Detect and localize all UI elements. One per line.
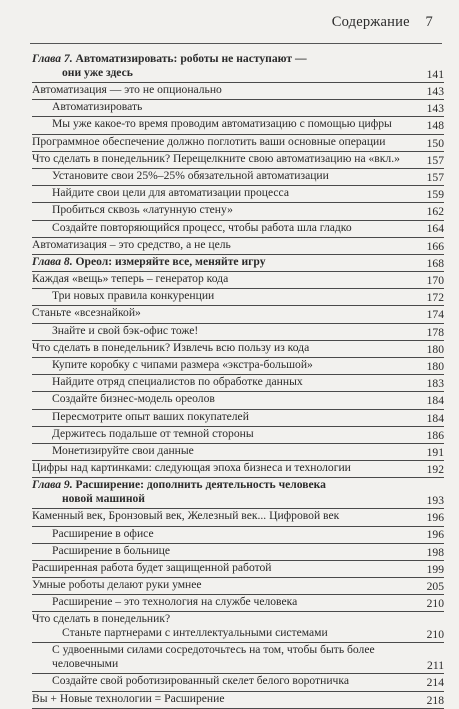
toc-entry-title: Что сделать в понедельник? Извлечь всю пользу из кода: [32, 340, 310, 354]
toc-section-entry: [32, 578, 444, 595]
toc-page-number: 186: [426, 428, 444, 442]
toc-entry-title: Каждая «вещь» теперь – генератор кода: [32, 272, 229, 286]
toc-subsection-entry: [32, 221, 444, 238]
toc-page-number: 199: [426, 562, 444, 576]
toc-page-number: 184: [426, 394, 444, 408]
toc-subsection-entry: [32, 643, 444, 674]
toc-entry-title: Цифры над картинками: следующая эпоха бизнеса и технологии: [32, 461, 351, 475]
toc-entry-title: Расширение в больнице: [52, 543, 171, 557]
toc-subsection-entry: [32, 203, 444, 220]
toc-entry-title: Пробиться сквозь «латунную стену»: [52, 203, 233, 217]
toc-section-entry: [32, 692, 444, 709]
running-head-page-number: 7: [425, 14, 433, 30]
toc-page-number: 168: [426, 256, 444, 270]
toc-entry-title: Установите свои 25%–25% обязательной автоматизации: [52, 168, 329, 182]
toc-subsection-entry: [32, 427, 444, 444]
toc-page-number: 193: [426, 494, 444, 508]
toc-entry-title: Купите коробку с чипами размера «экстра-большой»: [52, 358, 313, 371]
toc-entry-title: Вы + Новые технологии = Расширение: [32, 691, 225, 705]
toc-subsection-entry: [32, 375, 444, 392]
toc-entry-title: Пересмотрите опыт ваших покупателей: [52, 409, 249, 423]
toc-page-number: 159: [426, 188, 444, 202]
toc-entry-title-continuation: они уже здесь: [62, 65, 133, 79]
toc-entry-title: Умные роботы делают руки умнее: [32, 578, 202, 592]
toc-entry-title: Три новых правила конкуренции: [52, 289, 215, 303]
toc-page-number: 196: [426, 528, 444, 542]
toc-entry-title: Станьте «всезнайкой»: [32, 306, 141, 320]
toc-section-entry: [32, 272, 444, 289]
toc-chapter-entry: [32, 52, 444, 83]
toc-page-number: 191: [426, 445, 444, 459]
toc-entry-title: Автоматизация – это средство, а не цель: [32, 237, 231, 251]
toc-entry-title: Расширение: дополнить деятельность человека: [75, 478, 326, 492]
toc-entry-title: Создайте свой роботизированный скелет белого воротничка: [52, 674, 349, 688]
toc-entry-title: Держитесь подальше от темной стороны: [52, 426, 254, 440]
toc-subsection-entry: [32, 527, 444, 544]
toc-chapter-entry: [32, 478, 444, 509]
toc-entry-title: Монетизируйте свои данные: [52, 443, 194, 457]
toc-section-entry: [32, 341, 444, 358]
toc-page-number: 143: [426, 102, 444, 116]
toc-page-number: 205: [426, 580, 444, 594]
toc-page-number: 157: [426, 170, 444, 184]
toc-chapter-number: Глава 7.: [32, 52, 73, 65]
toc-page-number: 170: [426, 274, 444, 288]
toc-page-number: 192: [426, 463, 444, 477]
toc-chapter-number: Глава 9.: [32, 478, 73, 492]
toc-subsection-entry: [32, 186, 444, 203]
toc-section-entry: [32, 238, 444, 255]
toc-subsection-entry: [32, 117, 444, 134]
toc-section-entry: [32, 135, 444, 152]
toc-entry-title: Расширение в офисе: [52, 526, 154, 540]
toc-page-number: 148: [426, 119, 444, 133]
toc-page-number: 157: [426, 153, 444, 167]
running-head: [332, 14, 433, 31]
toc-entry-title: Автоматизировать: [52, 100, 143, 114]
toc-subsection-entry: [32, 392, 444, 409]
toc-subsection-entry: [32, 595, 444, 612]
toc-section-entry: [32, 509, 444, 526]
toc-subsection-entry: [32, 169, 444, 186]
toc-page-number: 211: [427, 659, 444, 673]
header-rule: [30, 43, 442, 44]
toc-subsection-entry: [32, 324, 444, 341]
toc-entry-title: Программное обеспечение должно поглотить ваши основные операции: [32, 134, 386, 148]
toc-page-number: 210: [426, 597, 444, 611]
toc-page-number: 183: [426, 377, 444, 391]
toc-page-number: 143: [426, 84, 444, 98]
running-head-title: Содержание: [331, 14, 410, 30]
toc-entry-title: Что сделать в понедельник? Перещелкните свою автоматизацию на «вкл.»: [32, 151, 400, 165]
table-of-contents: [32, 52, 444, 709]
toc-entry-title: Создайте бизнес-модель ореолов: [52, 392, 215, 406]
toc-entry-title: Что сделать в понедельник?: [32, 612, 171, 626]
toc-page-number: 214: [426, 676, 444, 690]
toc-page-number: 162: [426, 205, 444, 219]
toc-entry-title: С удвоенными силами сосредоточьтесь на том, чтобы быть более: [52, 643, 375, 657]
toc-page-number: 218: [426, 693, 444, 707]
toc-page-number: 174: [426, 308, 444, 322]
toc-page-number: 164: [426, 222, 444, 236]
toc-section-entry: [32, 306, 444, 323]
toc-subsection-entry: [32, 410, 444, 427]
toc-entry-title-continuation: Станьте партнерами с интеллектуальными системами: [62, 626, 328, 640]
toc-page-number: 172: [426, 291, 444, 305]
toc-entry-title: Ореол: измеряйте все, меняйте игру: [75, 254, 266, 268]
toc-page-number: 210: [426, 628, 444, 642]
toc-chapter-entry: [32, 255, 444, 272]
toc-section-entry: [32, 83, 444, 100]
toc-section-entry: [32, 612, 444, 643]
toc-chapter-number: Глава 8.: [32, 254, 73, 268]
toc-section-entry: [32, 152, 444, 169]
toc-entry-title: Расширение – это технология на службе человека: [52, 595, 298, 609]
toc-page-number: 180: [426, 359, 444, 373]
toc-section-entry: [32, 561, 444, 578]
toc-page-number: 166: [426, 239, 444, 253]
toc-entry-title-continuation: новой машиной: [62, 492, 145, 506]
toc-entry-title: Найдите свои цели для автоматизации процесса: [52, 186, 289, 200]
toc-page-number: 198: [426, 545, 444, 559]
toc-page-number: 196: [426, 511, 444, 525]
toc-subsection-entry: [32, 289, 444, 306]
toc-subsection-entry: [32, 358, 444, 375]
toc-page-number: 150: [426, 136, 444, 150]
toc-entry-title: Найдите отряд специалистов по обработке данных: [52, 375, 303, 389]
toc-entry-title: Знайте и свой бэк-офис тоже!: [52, 323, 199, 337]
toc-page-number: 141: [426, 67, 444, 81]
toc-entry-title: Мы уже какое-то время проводим автоматизацию с помощью цифры: [52, 117, 392, 131]
toc-subsection-entry: [32, 674, 444, 691]
toc-entry-title: Автоматизация — это не опционально: [32, 83, 222, 96]
toc-entry-title: Создайте повторяющийся процесс, чтобы работа шла гладко: [52, 220, 352, 234]
toc-page-number: 184: [426, 411, 444, 425]
toc-entry-title-continuation: человечными: [52, 657, 119, 671]
toc-subsection-entry: [32, 544, 444, 561]
toc-page-number: 180: [426, 342, 444, 356]
toc-subsection-entry: [32, 444, 444, 461]
toc-entry-title: Каменный век, Бронзовый век, Железный век... Цифровой век: [32, 509, 340, 523]
toc-section-entry: [32, 461, 444, 478]
toc-subsection-entry: [32, 100, 444, 117]
toc-entry-title: Автоматизировать: роботы не наступают —: [75, 52, 307, 65]
toc-page-number: 178: [426, 325, 444, 339]
toc-entry-title: Расширенная работа будет защищенной работой: [32, 560, 272, 574]
